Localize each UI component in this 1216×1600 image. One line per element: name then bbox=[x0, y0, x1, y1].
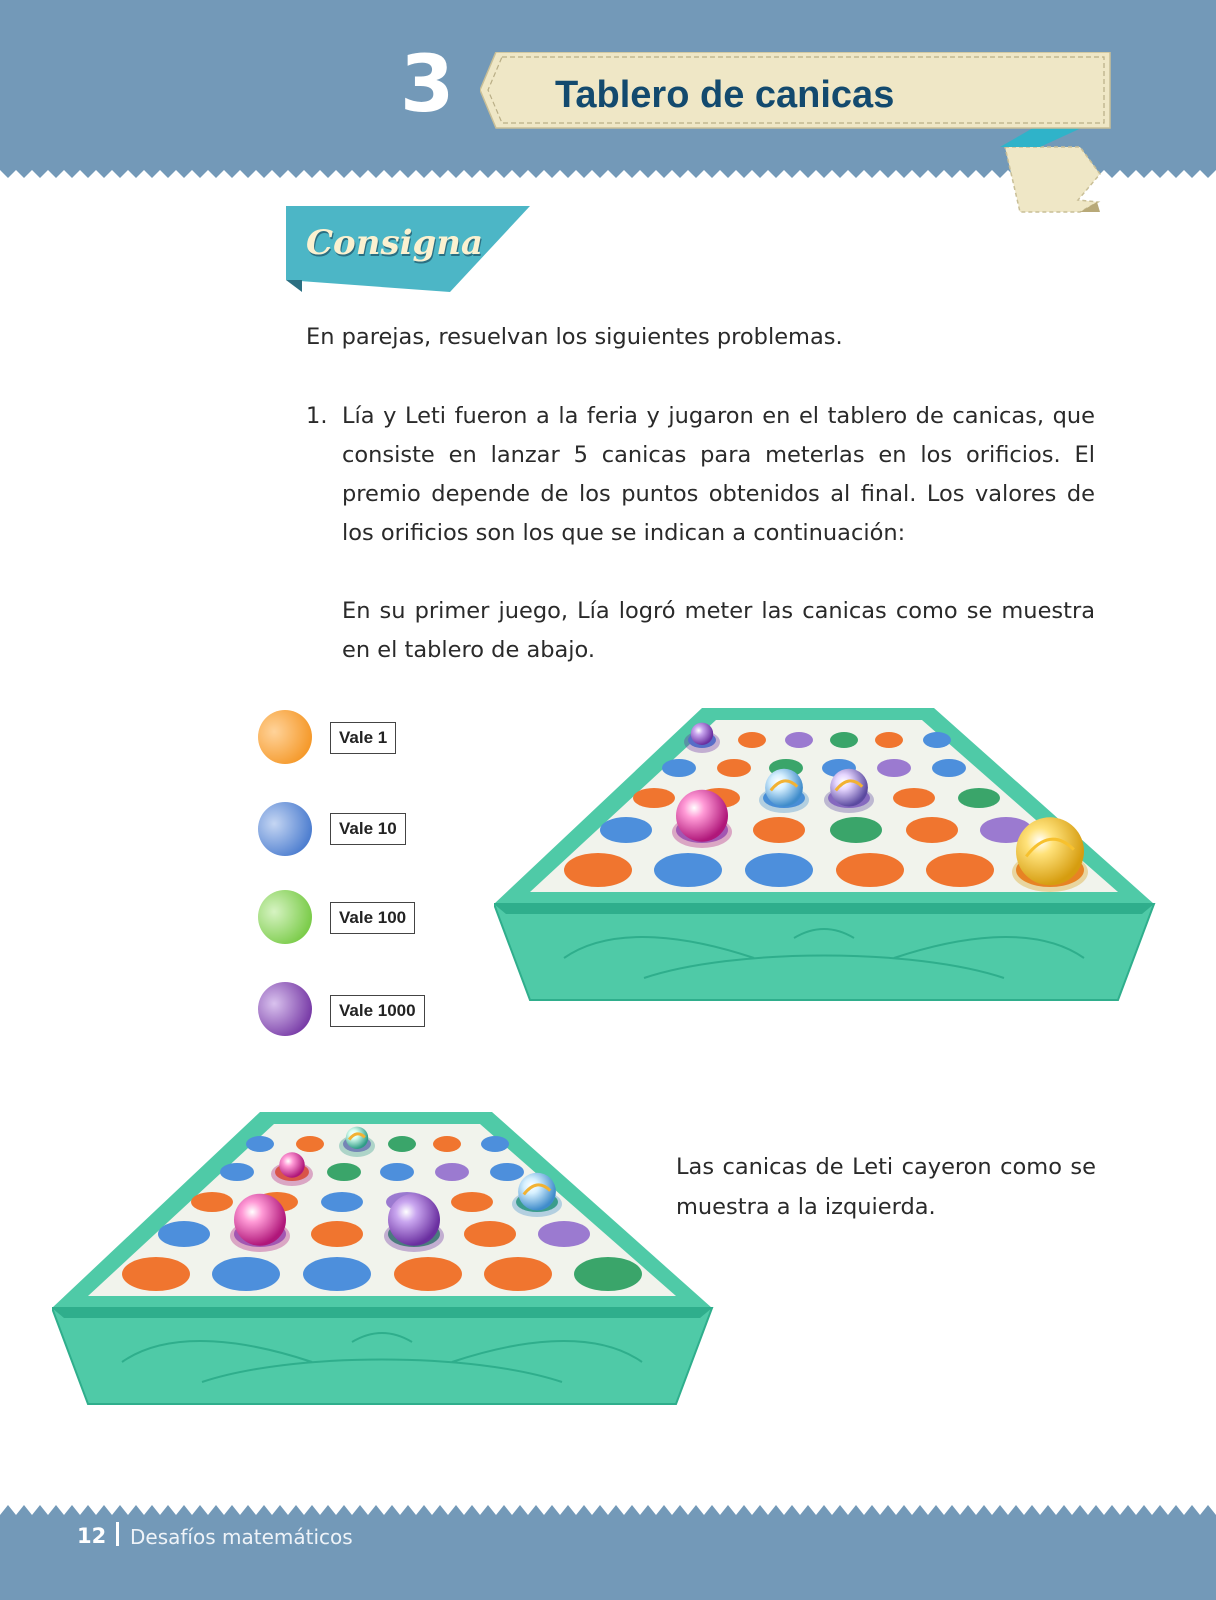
board-front-panel bbox=[494, 904, 1154, 1000]
lesson-title: Tablero de canicas bbox=[555, 74, 895, 116]
board-hole-blue bbox=[380, 1163, 414, 1181]
lesson-number: 3 bbox=[400, 40, 453, 130]
board-hole-orange bbox=[753, 817, 805, 843]
board-hole-green bbox=[574, 1257, 642, 1291]
marble-gold bbox=[1016, 817, 1084, 885]
board-hole-orange bbox=[738, 732, 766, 748]
board-hole-purple bbox=[435, 1163, 469, 1181]
lia-text: En su primer juego, Lía logró meter las canicas como se muestra en el tablero de abajo. bbox=[342, 598, 1095, 663]
marble-magenta bbox=[676, 790, 728, 842]
board-hole-orange bbox=[433, 1136, 461, 1152]
board-hole-orange bbox=[464, 1221, 516, 1247]
footer-separator bbox=[116, 1522, 119, 1546]
problem-number: 1. bbox=[306, 403, 328, 429]
board-hole-orange bbox=[633, 788, 675, 808]
problem-text: Lía y Leti fueron a la feria y jugaron en el tablero de canicas, que consiste en lanzar 5 canicas para meterlas en los orificios. El premio depende de los puntos obtenidos al final. Los valores de los orificios son los que se indican a continuación: bbox=[342, 403, 1095, 546]
board-hole-orange bbox=[394, 1257, 462, 1291]
board-hole-orange bbox=[311, 1221, 363, 1247]
board-hole-orange bbox=[296, 1136, 324, 1152]
book-title: Desafíos matemáticos bbox=[130, 1525, 353, 1549]
board-hole-orange bbox=[926, 853, 994, 887]
board-hole-blue bbox=[600, 817, 652, 843]
board-hole-orange bbox=[906, 817, 958, 843]
legend-label-vale-10: Vale 10 bbox=[330, 813, 406, 845]
legend-label-vale-1: Vale 1 bbox=[330, 722, 396, 754]
marble-board-leti bbox=[52, 1112, 716, 1432]
leti-text: Las canicas de Leti cayeron como se muestra a la izquierda. bbox=[676, 1154, 1096, 1220]
marble-purple bbox=[388, 1194, 440, 1246]
marble-swirl-blue bbox=[518, 1173, 556, 1211]
board-hole-blue bbox=[220, 1163, 254, 1181]
board-hole-blue bbox=[303, 1257, 371, 1291]
board-hole-orange bbox=[836, 853, 904, 887]
board-hole-orange bbox=[717, 759, 751, 777]
legend-label-vale-100: Vale 100 bbox=[330, 902, 415, 934]
board-hole-purple bbox=[785, 732, 813, 748]
legend-label-vale-1000: Vale 1000 bbox=[330, 995, 425, 1027]
board-hole-blue bbox=[654, 853, 722, 887]
board-hole-orange bbox=[451, 1192, 493, 1212]
board-hole-blue bbox=[745, 853, 813, 887]
board-hole-green bbox=[388, 1136, 416, 1152]
marble-board-lia bbox=[494, 708, 1158, 1028]
board-hole-green bbox=[830, 817, 882, 843]
board-hole-green bbox=[958, 788, 1000, 808]
board-hole-blue bbox=[158, 1221, 210, 1247]
board-hole-orange bbox=[484, 1257, 552, 1291]
board-front-panel bbox=[52, 1308, 712, 1404]
board-hole-blue bbox=[212, 1257, 280, 1291]
board-hole-blue bbox=[481, 1136, 509, 1152]
board-hole-green bbox=[830, 732, 858, 748]
board-hole-green bbox=[327, 1163, 361, 1181]
board-hole-orange bbox=[875, 732, 903, 748]
marble-magenta bbox=[234, 1194, 286, 1246]
intro-text: En parejas, resuelvan los siguientes problemas. bbox=[306, 324, 843, 350]
board-hole-purple bbox=[877, 759, 911, 777]
marble-swirl-purple bbox=[830, 769, 868, 807]
board-hole-blue bbox=[246, 1136, 274, 1152]
marble-swirl-blue bbox=[765, 769, 803, 807]
board-hole-blue bbox=[321, 1192, 363, 1212]
board-hole-orange bbox=[191, 1192, 233, 1212]
board-hole-blue bbox=[932, 759, 966, 777]
board-hole-orange bbox=[893, 788, 935, 808]
blue-marble-icon bbox=[258, 802, 312, 856]
board-hole-purple bbox=[538, 1221, 590, 1247]
green-marble-icon bbox=[258, 890, 312, 944]
marble-magenta bbox=[279, 1152, 305, 1178]
board-hole-blue bbox=[662, 759, 696, 777]
marble-purple bbox=[691, 723, 713, 745]
board-hole-orange bbox=[564, 853, 632, 887]
board-hole-blue bbox=[490, 1163, 524, 1181]
purple-marble-icon bbox=[258, 982, 312, 1036]
footer-band bbox=[0, 1505, 1216, 1600]
page-number: 12 bbox=[77, 1524, 107, 1548]
consigna-label: Consigna bbox=[306, 223, 484, 263]
board-hole-orange bbox=[122, 1257, 190, 1291]
orange-marble-icon bbox=[258, 710, 312, 764]
board-hole-blue bbox=[923, 732, 951, 748]
